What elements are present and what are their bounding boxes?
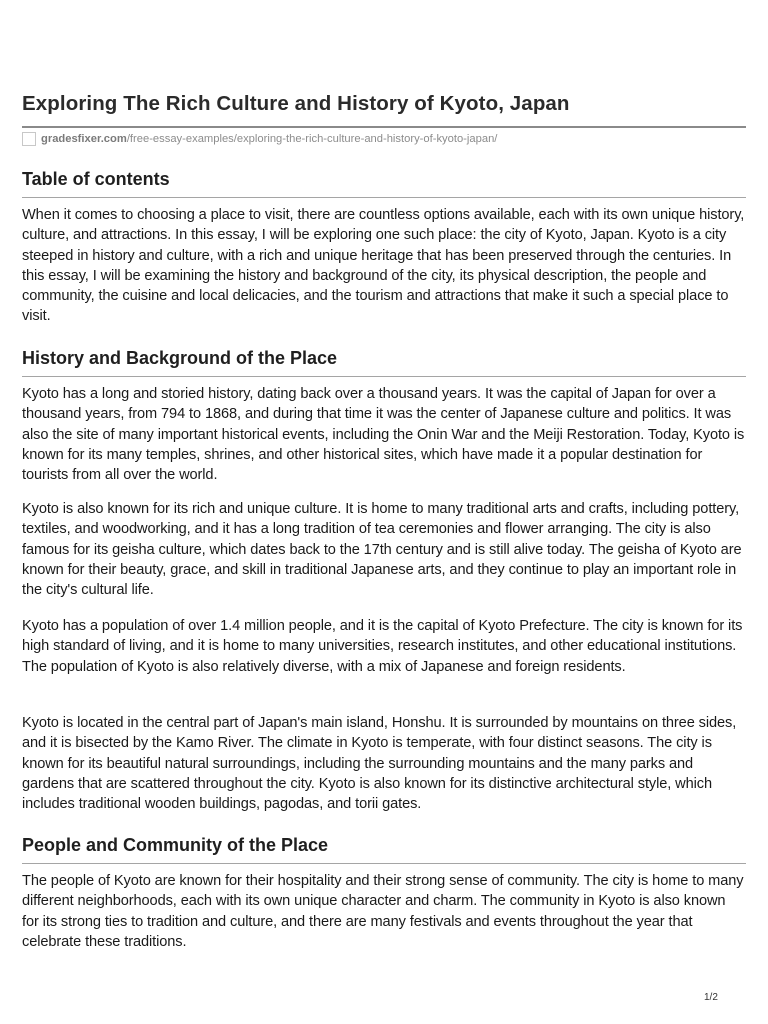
favicon-icon — [22, 132, 36, 146]
source-path[interactable]: /free-essay-examples/exploring-the-rich-culture-and-history-of-kyoto-japan/ — [126, 133, 498, 145]
title-divider — [22, 126, 746, 128]
page-title: Exploring The Rich Culture and History of Kyoto, Japan — [22, 92, 570, 115]
paragraph: Kyoto has a population of over 1.4 million people, and it is the capital of Kyoto Prefecture. The city is known for its high standard of living, and it is home to many universities, research institutes, and other educational institutions. The population of Kyoto is also relatively diverse, with a mix of Japanese and foreign residents. — [22, 618, 743, 675]
source-domain[interactable]: gradesfixer.com — [41, 133, 127, 145]
section-heading-people: People and Community of the Place — [22, 835, 329, 855]
paragraph: The people of Kyoto are known for their hospitality and their strong sense of community. The city is home to many different neighborhoods, each with its own unique character and charm. The community in Kyoto is also known for its strong ties to tradition and culture, and there are many festivals and events throughout the year that celebrate these traditions. — [22, 873, 744, 950]
paragraph: Kyoto is located in the central part of Japan's main island, Honshu. It is surrounded by mountains on three sides, and it is bisected by the Kamo River. The climate in Kyoto is temperate, with four distinct seasons. The city is known for its beautiful natural surroundings, including the surrounding mountains and the many parks and gardens that are scattered throughout the city. Kyoto is also known for its distinctive architectural style, which includes traditional wooden buildings, pagodas, and torii gates. — [22, 715, 737, 813]
section-divider — [22, 197, 746, 198]
paragraph: Kyoto is also known for its rich and unique culture. It is home to many traditional arts and crafts, including pottery, textiles, and woodworking, and it has a long tradition of tea ceremonies and flower arranging. The city is also famous for its geisha culture, which dates back to the 17th century and is still alive today. The geisha of Kyoto are known for their beauty, grace, and skill in traditional Japanese arts, and they continue to play an important role in the city's cultural life. — [22, 501, 742, 599]
page-number: 1/2 — [704, 992, 718, 1003]
paragraph: When it comes to choosing a place to visit, there are countless options available, each with its own unique history, culture, and attractions. In this essay, I will be exploring one such place: the city of Kyoto, Japan. Kyoto is a city steeped in history and culture, with a rich and unique heritage that has been preserved through the centuries. In this essay, I will be examining the history and background of the city, its physical description, the people and community, the cuisine and local delicacies, and the tourism and attractions that make it such a special place to visit. — [22, 207, 745, 325]
section-heading-table-of-contents: Table of contents — [22, 169, 170, 189]
section-heading-history: History and Background of the Place — [22, 348, 338, 368]
source-link[interactable] — [22, 131, 497, 147]
section-divider — [22, 863, 746, 864]
section-divider — [22, 376, 746, 377]
paragraph: Kyoto has a long and storied history, dating back over a thousand years. It was the capital of Japan for over a thousand years, from 794 to 1868, and during that time it was the center of Japanese culture and politics. It was also the site of many important historical events, including the Onin War and the Meiji Restoration. Today, Kyoto is known for its many temples, shrines, and other historical sites, which have made it a popular destination for tourists from all over the world. — [22, 386, 745, 484]
